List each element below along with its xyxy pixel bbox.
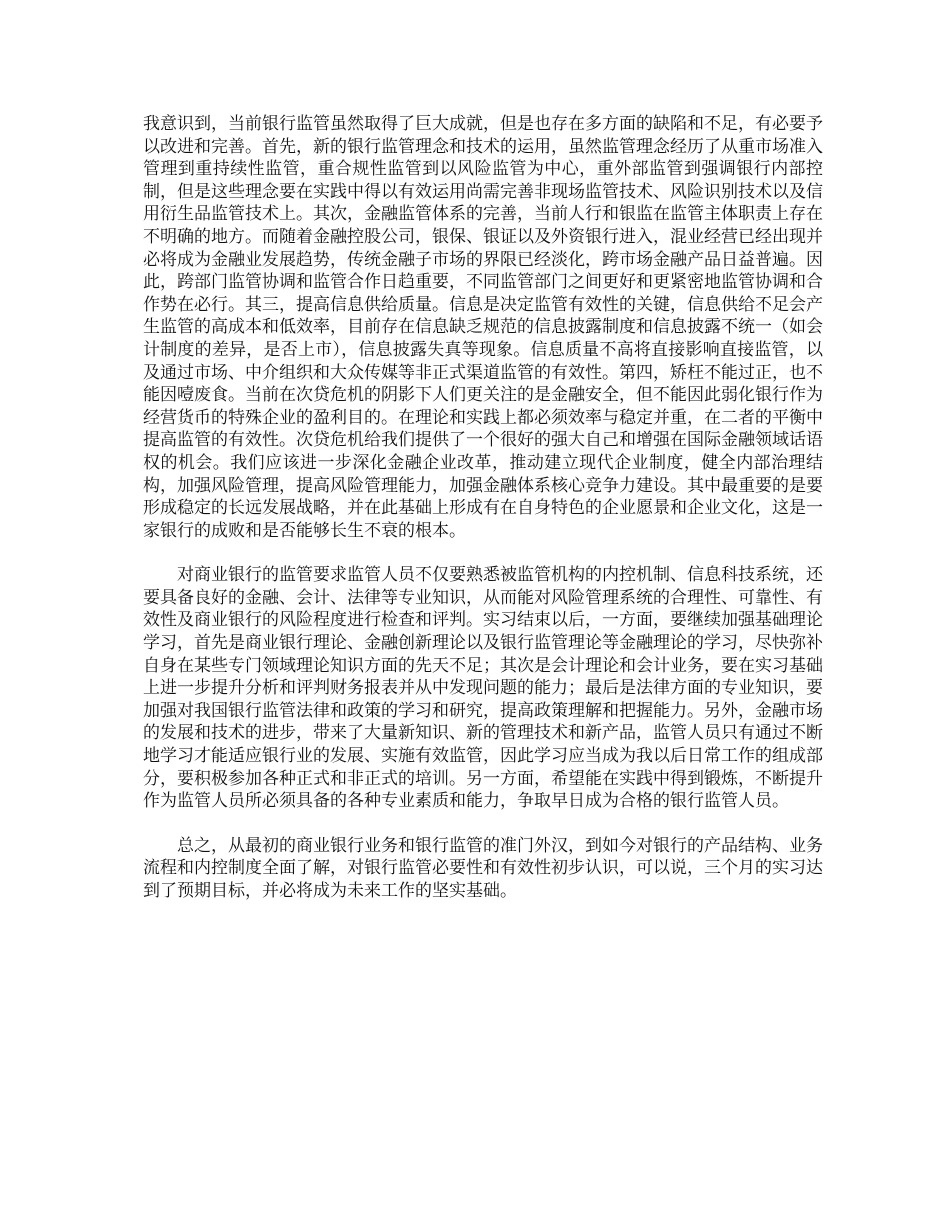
paragraph-1: 我意识到，当前银行监管虽然取得了巨大成就，但是也存在多方面的缺陷和不足，有必要予以改进和完善。首先，新的银行监管理念和技术的运用，虽然监管理念经历了从重市场准入管理到重持续性监管，重合规性监管到以风险监管为中心，重外部监管到强调银行内部控制，但是这些理念要在实践中得以有效运用尚需完善非现场监管技术、风险识别技术以及信用衍生品监管技术上。其次，金融监管体系的完善，当前人行和银监在监管主体职责上存在不明确的地方。而随着金融控股公司，银保、银证以及外资银行进入，混业经营已经出现并必将成为金融业发展趋势，传统金融子市场的界限已经淡化，跨市场金融产品日益普遍。因此，跨部门监管协调和监管合作日趋重要，不同监管部门之间更好和更紧密地监管协调和合作势在必行。其三，提高信息供给质量。信息是决定监管有效性的关键，信息供给不足会产生监管的高成本和低效率，目前存在信息缺乏规范的信息披露制度和信息披露不统一（如会计制度的差异，是否上市），信息披露失真等现象。信息质量不高将直接影响直接监管，以及通过市场、中介组织和大众传媒等非正式渠道监管的有效性。第四，矫枉不能过正，也不能因噎废食。当前在次贷危机的阴影下人们更关注的是金融安全，但不能因此弱化银行作为经营货币的特殊企业的盈利目的。在理论和实践上都必须效率与稳定并重，在二者的平衡中提高监管的有效性。次贷危机给我们提供了一个很好的强大自己和增强在国际金融领域话语权的机会。我们应该进一步深化金融企业改革，推动建立现代企业制度，健全内部治理结构，加强风险管理，提高风险管理能力，加强金融体系核心竞争力建设。其中最重要的是要形成稳定的长远发展战略，并在此基础上形成有在自身特色的企业愿景和企业文化，这是一家银行的成败和是否能够长生不衰的根本。	[143, 114, 823, 541]
paragraph-2: 对商业银行的监管要求监管人员不仅要熟悉被监管机构的内控机制、信息科技系统，还要具备良好的金融、会计、法律等专业知识，从而能对风险管理系统的合理性、可靠性、有效性及商业银行的风险程度进行检查和评判。实习结束以后，一方面，要继续加强基础理论学习，首先是商业银行理论、金融创新理论以及银行监管理论等金融理论的学习，尽快弥补自身在某些专门领域理论知识方面的先天不足；其次是会计理论和会计业务，要在实习基础上进一步提升分析和评判财务报表并从中发现问题的能力；最后是法律方面的专业知识，要加强对我国银行监管法律和政策的学习和研究，提高政策理解和把握能力。另外，金融市场的发展和技术的进步，带来了大量新知识、新的管理技术和新产品，监管人员只有通过不断地学习才能适应银行业的发展、实施有效监管，因此学习应当成为我以后日常工作的组成部分，要积极参加各种正式和非正式的培训。另一方面，希望能在实践中得到锻炼，不断提升作为监管人员所必须具备的各种专业素质和能力，争取早日成为合格的银行监管人员。	[143, 565, 823, 812]
document-body	[143, 113, 823, 903]
paragraph-3: 总之，从最初的商业银行业务和银行监管的准门外汉，到如今对银行的产品结构、业务流程和内控制度全面了解，对银行监管必要性和有效性初步认识，可以说，三个月的实习达到了预期目标，并必将成为未来工作的坚实基础。	[143, 835, 823, 901]
